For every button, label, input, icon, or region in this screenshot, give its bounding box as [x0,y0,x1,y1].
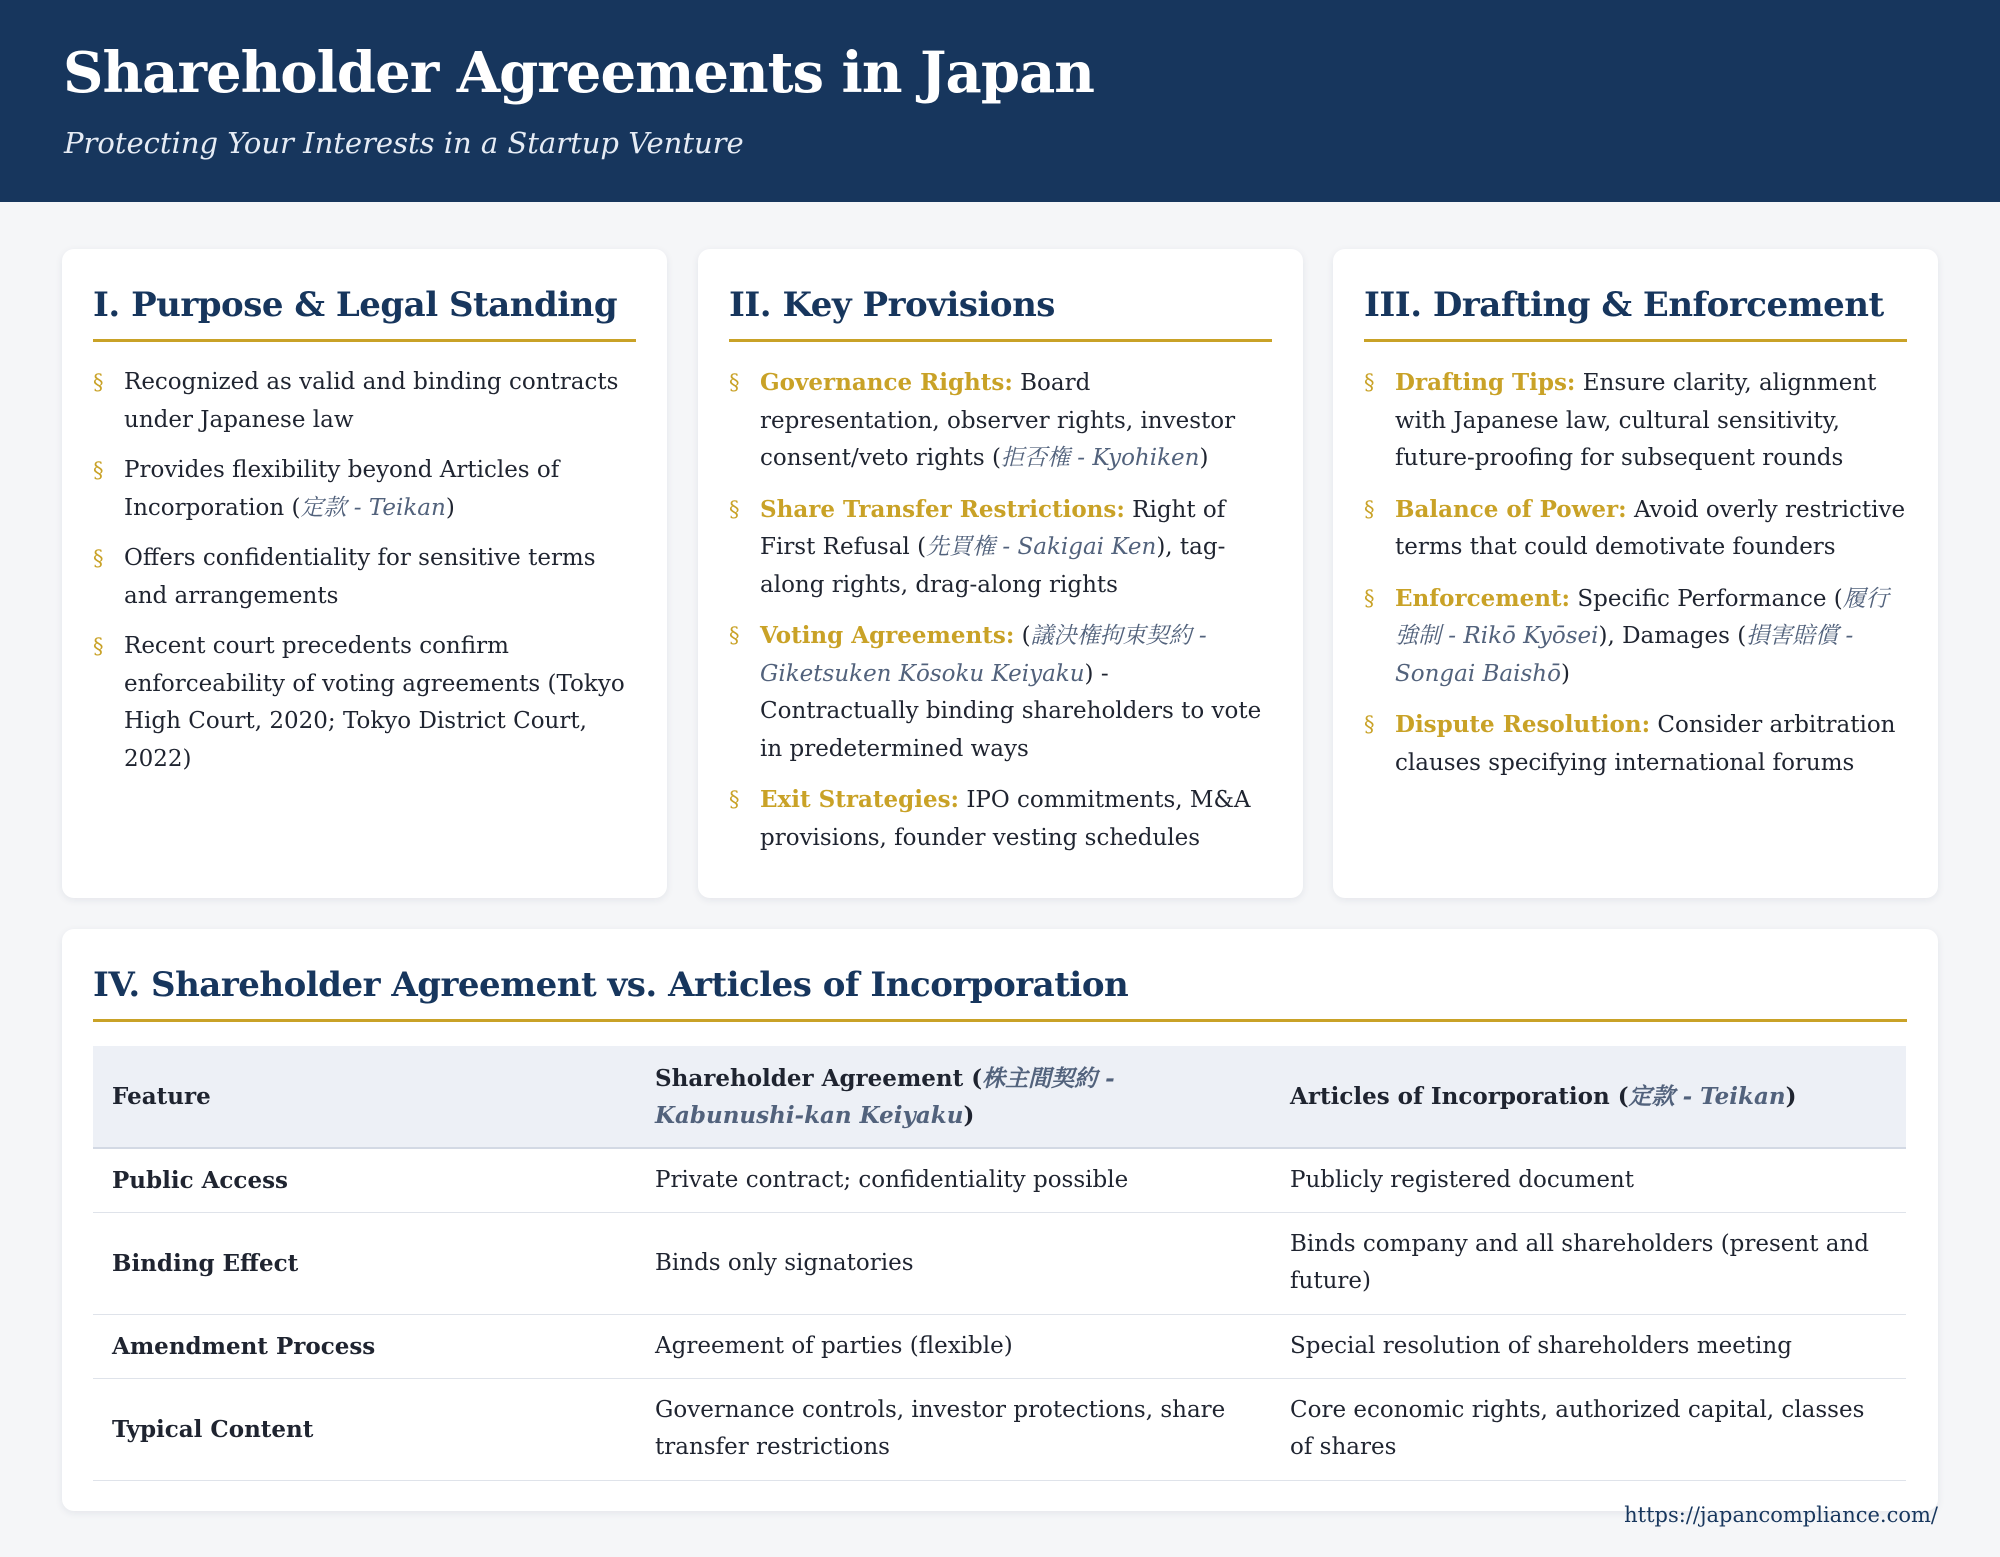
column-header-shareholder-agreement: Shareholder Agreement (株主間契約 - Kabunushi-kan Keiyaku) [636,1046,1271,1148]
purpose-list [93,364,636,778]
table-row [93,1378,1906,1480]
list-item: § Dispute Resolution: Consider arbitration clauses specifying international forums [1364,706,1907,782]
item-label: Governance Rights: [760,369,1013,396]
shareholder-agreement-cell: Agreement of parties (flexible) [636,1314,1271,1378]
shareholder-agreement-cell: Binds only signatories [636,1212,1271,1314]
shareholder-agreement-cell: Private contract; confidentiality possible [636,1148,1271,1212]
shareholder-agreement-cell: Governance controls, investor protections, share transfer restrictions [636,1378,1271,1480]
item-label: Share Transfer Restrictions: [760,495,1125,523]
section-divider [729,339,1272,342]
item-label: Enforcement: [1395,584,1571,612]
item-label: Exit Strategies: [760,786,960,813]
list-item: § Balance of Power: Avoid overly restrictive terms that could demotivate founders [1364,491,1907,567]
card-drafting-enforcement [1333,249,1938,898]
item-label: Drafting Tips: [1395,369,1576,396]
list-item: § Drafting Tips: Ensure clarity, alignment with Japanese law, cultural sensitivity, future-proofing for subsequent rounds [1364,364,1907,478]
feature-cell: Amendment Process [93,1314,636,1378]
japanese-term: 損害賠償 - Songai Baishō [1395,623,1854,687]
section-sign-icon: § [1364,370,1375,394]
japanese-term: 履行強制 - Rikō Kyōsei [1395,585,1889,649]
table-row [93,1148,1906,1212]
list-item: § Recent court precedents confirm enforceability of voting agreements (Tokyo High Court, 2020; Tokyo District Court, 2022) [93,628,636,778]
section-sign-icon: § [93,458,104,482]
footer-url-link[interactable]: https://japancompliance.com/ [1624,1503,1938,1527]
section-sign-icon: § [1364,712,1375,736]
column-header-feature: Feature [93,1046,636,1148]
japanese-term: 定款 - Teikan [1628,1083,1786,1110]
articles-cell: Core economic rights, authorized capital, classes of shares [1271,1378,1906,1480]
table-row [93,1212,1906,1314]
japanese-term: 拒否権 - Kyohiken [1000,445,1200,471]
item-label: Voting Agreements: [760,622,1015,649]
japanese-term: 株主間契約 - Kabunushi-kan Keiyaku [655,1064,1115,1129]
list-item: § Offers confidentiality for sensitive terms and arrangements [93,540,636,615]
list-item: § Share Transfer Restrictions: Right of First Refusal (先買権 - Sakigai Ken), tag-along rights, drag-along rights [729,491,1272,605]
section-sign-icon: § [93,370,104,394]
section-sign-icon: § [1364,496,1375,521]
column-header-articles-of-incorporation: Articles of Incorporation (定款 - Teikan) [1271,1046,1906,1148]
provisions-list [729,364,1272,857]
card-purpose-legal-standing [62,249,667,898]
card-key-provisions [698,249,1303,898]
page-subtitle: Protecting Your Interests in a Startup Venture [64,126,744,160]
section-divider [93,339,636,342]
section-heading: IV. Shareholder Agreement vs. Articles of Incorporation [93,965,1129,1005]
section-heading: III. Drafting & Enforcement [1364,285,1884,325]
list-item: § Provides flexibility beyond Articles of Incorporation (定款 - Teikan) [93,452,636,527]
list-item: § Governance Rights: Board representation, observer rights, investor consent/veto rights (拒否権 - Kyohiken) [729,364,1272,478]
feature-cell: Typical Content [93,1378,636,1480]
japanese-term: 議決権拘束契約 - Giketsuken Kōsoku Keiyaku [760,623,1207,687]
section-heading: I. Purpose & Legal Standing [93,285,618,325]
item-label: Dispute Resolution: [1395,711,1651,738]
list-item: § Recognized as valid and binding contracts under Japanese law [93,364,636,439]
list-item: § Enforcement: Specific Performance (履行強制 - Rikō Kyōsei), Damages (損害賠償 - Songai Baishō) [1364,580,1907,694]
item-label: Balance of Power: [1395,495,1627,523]
list-item: § Voting Agreements: (議決権拘束契約 - Giketsuken Kōsoku Keiyaku) - Contractually binding shareholders to vote in predetermined ways [729,617,1272,768]
section-sign-icon: § [93,634,104,658]
section-sign-icon: § [1364,585,1375,610]
section-sign-icon: § [729,370,740,394]
section-sign-icon: § [729,787,740,811]
section-sign-icon: § [729,623,740,647]
page-title: Shareholder Agreements in Japan [63,40,1094,106]
articles-cell: Publicly registered document [1271,1148,1906,1212]
section-sign-icon: § [93,546,104,570]
section-heading: II. Key Provisions [729,285,1055,325]
articles-cell: Binds company and all shareholders (present and future) [1271,1212,1906,1314]
feature-cell: Binding Effect [93,1212,636,1314]
section-divider [93,1019,1907,1022]
feature-cell: Public Access [93,1148,636,1212]
section-sign-icon: § [729,496,740,521]
japanese-term: 先買権 - Sakigai Ken [926,534,1157,560]
table-header-row [93,1046,1906,1148]
page-header [0,0,2000,202]
articles-cell: Special resolution of shareholders meeting [1271,1314,1906,1378]
comparison-table [93,1046,1906,1481]
list-item: § Exit Strategies: IPO commitments, M&A provisions, founder vesting schedules [729,781,1272,857]
japanese-term: 定款 - Teikan [300,494,446,521]
drafting-list [1364,364,1907,782]
section-divider [1364,339,1907,342]
table-row [93,1314,1906,1378]
